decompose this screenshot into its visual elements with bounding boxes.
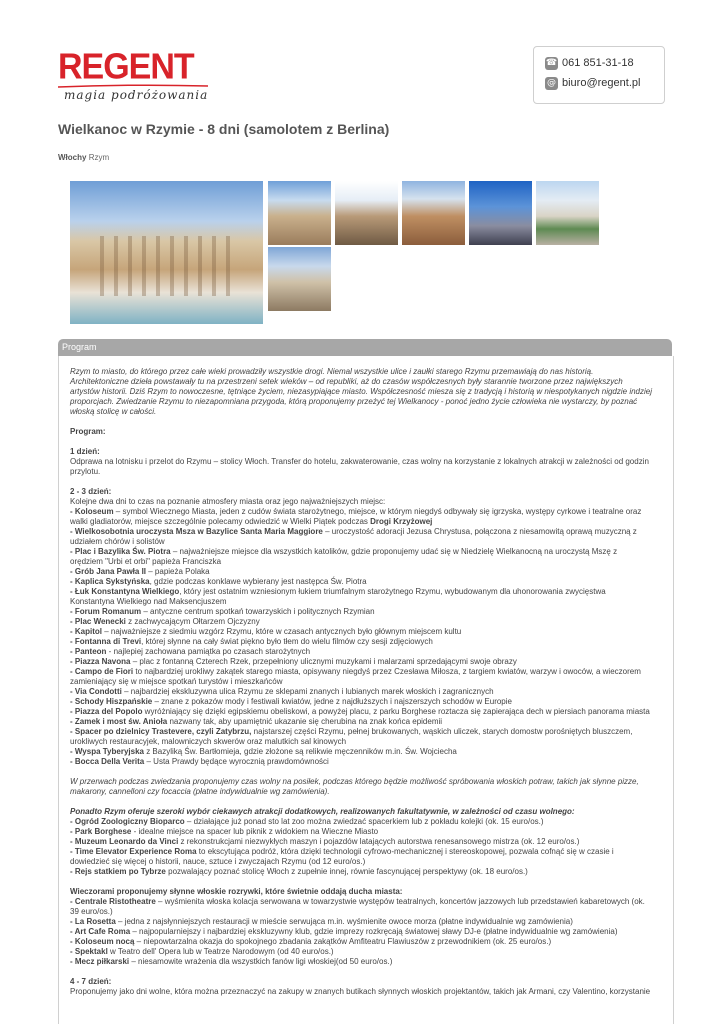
list-item-name: - La Rosetta <box>70 917 116 926</box>
day1-text: Odprawa na lotnisku i przelot do Rzymu – stolicy Włoch. Transfer do hotelu, zakwaterowanie, czas wolny na korzystanie z lokalnych atrakcji w zależności od godzin przylotu. <box>70 457 649 476</box>
list-item-name: - Piazza Navona <box>70 657 131 666</box>
list-item-name: - Grób Jana Pawła II <box>70 567 147 576</box>
list-item-text: najstarszej części Rzymu, pełnej brukowanych, wąskich uliczek, starych domostw porośniętych bluszczem, urokliwych restauracyjek, malowniczych skwerów oraz malutkich sal kinowych <box>70 727 633 746</box>
breadcrumb-country[interactable]: Włochy <box>58 153 87 162</box>
list-item <box>70 937 652 947</box>
program-heading: Program: <box>70 427 106 436</box>
breadcrumb <box>58 153 109 162</box>
list-item-text: wyróżniający się dzięki egipskiemu obeliskowi, a powyżej placu, z parku Borghese roztacza się zapierająca dech w piersiach panorama miasta <box>142 707 650 716</box>
gallery-thumb[interactable] <box>268 247 331 311</box>
list-item-name: - Panteon <box>70 647 107 656</box>
list-item <box>70 947 652 957</box>
gallery-thumb[interactable] <box>536 181 599 245</box>
gallery-thumb[interactable] <box>402 181 465 245</box>
list-item-text: – najważniejsze z siedmiu wzgórz Rzymu, które w czasach antycznych było głównym miejscem kultu <box>102 627 462 636</box>
phone-icon: ☎ <box>545 58 558 68</box>
list-item <box>70 697 652 707</box>
day47-title: 4 - 7 dzień: <box>70 977 112 986</box>
list-item <box>70 747 652 757</box>
list-item-name: - Spektakl <box>70 947 108 956</box>
list-item-name: - Plac Wenecki <box>70 617 126 626</box>
list-item-name: - Schody Hiszpańskie <box>70 697 153 706</box>
list-item-text: to ekscytująca podróż, która dzięki technologii cyfrowo-mechanicznej i stereoskopowej, pozwala cofnąć się w czasie i dowiedzieć się więcej o historii, nauce, sztuce i zwyczajach Rzymu (od 12 euro/os.) <box>70 847 614 866</box>
extra-attractions-list <box>70 817 652 877</box>
list-item <box>70 957 652 967</box>
list-item <box>70 707 652 717</box>
list-item <box>70 827 652 837</box>
list-item-text: , który jest ostatnim wzniesionym łukiem triumfalnym starożytnego Rzymu, wybudowanym dla uhonorowania zwycięstwa Konstantyna Wielkiego nad Maksencjuszem <box>70 587 606 606</box>
phone-number[interactable]: 061 851-31-18 <box>562 57 634 69</box>
list-item-name: - Wielkosobotnia uroczysta Msza w Bazylice Santa Maria Maggiore <box>70 527 323 536</box>
brand-name: REGENT <box>58 47 194 87</box>
evening-heading: Wieczorami proponujemy słynne włoskie rozrywki, które świetnie oddają ducha miasta: <box>70 887 403 896</box>
main-photo[interactable] <box>70 181 263 324</box>
list-item-name: - Wyspa Tyberyjska <box>70 747 144 756</box>
list-item <box>70 577 652 587</box>
list-item <box>70 617 652 627</box>
list-item-name: - Koloseum <box>70 507 114 516</box>
contact-box <box>533 46 665 104</box>
list-item-name: - Art Cafe Roma <box>70 927 131 936</box>
list-item-highlight: Drogi Krzyżowej <box>370 517 433 526</box>
list-item-name: - Piazza del Popolo <box>70 707 143 716</box>
list-item <box>70 837 652 847</box>
list-item <box>70 897 652 917</box>
list-item-text: – najbardziej ekskluzywna ulica Rzymu ze sklepami znanych i lubianych marek włoskich i zagranicznych <box>121 687 494 696</box>
breadcrumb-city[interactable]: Rzym <box>88 153 110 162</box>
extra-heading: Ponadto Rzym oferuje szeroki wybór ciekawych atrakcji dodatkowych, realizowanych fakultatywnie, w zależności od czasu wolnego: <box>70 807 575 816</box>
list-item-text: z Bazyliką Św. Bartłomieja, gdzie złożone są relikwie męczenników m.in. Św. Wojciecha <box>143 747 457 756</box>
contact-email <box>545 75 640 91</box>
list-item <box>70 817 652 827</box>
day23-title: 2 - 3 dzień: <box>70 487 112 496</box>
list-item <box>70 567 652 577</box>
list-item <box>70 687 652 697</box>
list-item-text: - najlepiej zachowana pamiątka po czasach starożytnych <box>106 647 311 656</box>
free-time-text: W przerwach podczas zwiedzania proponujemy czas wolny na posiłek, podczas którego będzie możliwość spróbowania włoskich potraw, takich jak słynne pizze, makarony, cannelloni czy focaccia (płatne indywidualnie wg zamówienia). <box>70 777 639 796</box>
gallery-thumb[interactable] <box>469 181 532 245</box>
list-item-name: - Forum Romanum <box>70 607 142 616</box>
list-item-name: - Muzeum Leonardo da Vinci <box>70 837 179 846</box>
list-item-text: – najpopularniejszy i najbardziej ekskluzywny klub, gdzie imprezy rozkręcają światowej sławy DJ-e (płatne indywidualnie wg zamówienia) <box>130 927 618 936</box>
list-item <box>70 657 652 667</box>
email-address[interactable]: biuro@regent.pl <box>562 77 641 89</box>
list-item-text: nazwany tak, aby upamiętnić ukazanie się cherubina na znak końca epidemii <box>167 717 443 726</box>
list-item-text: – działające już ponad sto lat zoo można zwiedzać spacerkiem lub z pokładu kolejki (ok. 15 euro/os.) <box>184 817 544 826</box>
list-item-text: z zachwycającym Ołtarzem Ojczyzny <box>125 617 260 626</box>
list-item <box>70 847 652 867</box>
list-item-name: - Ogród Zoologiczny Bioparco <box>70 817 185 826</box>
list-item <box>70 607 652 617</box>
list-item <box>70 727 652 747</box>
day23-lead: Kolejne dwa dni to czas na poznanie atmosfery miasta oraz jego najważniejszych miejsc: <box>70 497 386 506</box>
list-item-text: , gdzie podczas konklawe wybierany jest następca Św. Piotra <box>149 577 367 586</box>
list-item-name: - Kapitol <box>70 627 102 636</box>
brand-tagline: magia podróżowania <box>64 88 209 102</box>
list-item-text: pozwalający poznać stolicę Włoch z zupełnie innej, równie fascynującej perspektywy (ok. 18 euro/os.) <box>165 867 528 876</box>
list-item-name: - Time Elevator Experience Roma <box>70 847 197 856</box>
page-title: Wielkanoc w Rzymie - 8 dni (samolotem z Berlina) <box>58 121 390 137</box>
list-item-name: - Rejs statkiem po Tybrze <box>70 867 166 876</box>
day1-title: 1 dzień: <box>70 447 100 456</box>
list-item-name: - Park Borghese <box>70 827 132 836</box>
list-item <box>70 867 652 877</box>
list-item-name: - Zamek i most św. Anioła <box>70 717 168 726</box>
section-header-program <box>58 339 672 356</box>
list-item-name: - Koloseum nocą <box>70 937 135 946</box>
list-item <box>70 717 652 727</box>
list-item-name: - Centrale Ristotheatre <box>70 897 156 906</box>
list-item <box>70 667 652 687</box>
list-item-name: - Kaplica Sykstyńska <box>70 577 150 586</box>
list-item-text: – znane z pokazów mody i festiwali kwiatów, jedne z najdłuższych i najszerszych schodów w Europie <box>152 697 512 706</box>
list-item-text: – jedna z najsłynniejszych restauracji w mieście serwująca m.in. wyśmienite owoce morza (płatne indywidualnie wg zamówienia) <box>115 917 573 926</box>
gallery-thumb[interactable] <box>335 181 398 245</box>
list-item-name: - Mecz piłkarski <box>70 957 130 966</box>
list-item-text: – plac z fontanną Czterech Rzek, przepełniony ulicznymi muzykami i malarzami sprzedającymi swoje obrazy <box>130 657 517 666</box>
list-item-text: – antyczne centrum spotkań towarzyskich i politycznych Rzymian <box>141 607 375 616</box>
evening-list <box>70 897 652 967</box>
list-item <box>70 757 652 767</box>
list-item-text: – najważniejsze miejsce dla wszystkich katolików, gdzie proponujemy udać się w Niedzielę Wielkanocną na uroczystą Mszę z orędziem "Urbi et orbi" papieża Franciszka <box>70 547 618 566</box>
list-item-text: - idealne miejsce na spacer lub piknik z widokiem na Wieczne Miasto <box>131 827 379 836</box>
list-item-name: - Via Condotti <box>70 687 122 696</box>
intro-text: Rzym to miasto, do którego przez całe wieki prowadziły wszystkie drogi. Niemal wszystkie ulice i zaułki starego Rzymu przemawiają do nas historią. Architektoniczne dzieła powstawały tu na przestrzeni setek wieków – od republiki, aż do czasów współczesnych były starannie tworzone przez największych artystów historii. Dziś Rzym to nowoczesne, tętniące życiem, niezasypiające miasto. Współczesność miesza się z tradycją i historią w niespotykanych nigdzie indziej proporcjach. Zwiedzanie Rzymu to niezapomniana przygoda, którą proponujemy przeżyć tej Wielkanocy - ponoć jedno życie człowieka nie wystarczy, by poznać włoską stolicę w całości. <box>70 367 653 416</box>
attraction-list <box>70 507 652 767</box>
program-content <box>70 367 652 997</box>
at-icon: @ <box>547 78 556 88</box>
list-item-name: - Łuk Konstantyna Wielkiego <box>70 587 180 596</box>
section-label: Program <box>62 342 97 352</box>
list-item-text: – uroczystość adoracji Jezusa Chrystusa, połączona z niesamowitą oprawą muzyczną z udziałem chórów i solistów <box>70 527 637 546</box>
day47-text: Proponujemy jako dni wolne, która można przeznaczyć na zakupy w znanych butikach słynnych włoskich projektantów, takich jak Armani, czy Valentino, korzystanie <box>70 987 651 996</box>
list-item-text: z rekonstrukcjami niezwykłych maszyn i pojazdów latających autorstwa renesansowego mistrza (ok. 12 euro/os.) <box>178 837 580 846</box>
list-item-name: - Fontanna di Trevi <box>70 637 142 646</box>
list-item <box>70 527 652 547</box>
list-item-text: – wyśmienita włoska kolacja serwowana w towarzystwie występów teatralnych, koncertów jazzowych lub przedstawień kabaretowych (ok. 39 euro/os.) <box>70 897 645 916</box>
list-item <box>70 917 652 927</box>
list-item-name: - Spacer po dzielnicy Trastevere, czyli Zatybrzu, <box>70 727 252 736</box>
gallery-thumb[interactable] <box>268 181 331 245</box>
list-item <box>70 927 652 937</box>
list-item-name: - Bocca Della Verita <box>70 757 145 766</box>
list-item <box>70 637 652 647</box>
list-item-text: – niesamowite wrażenia dla wszystkich fanów ligi włoskiej(od 50 euro/os.) <box>129 957 393 966</box>
list-item <box>70 587 652 607</box>
list-item-text: – papieża Polaka <box>146 567 210 576</box>
list-item-name: - Plac i Bazylika Św. Piotra <box>70 547 171 556</box>
list-item-text: – symbol Wiecznego Miasta, jeden z cudów świata starożytnego, miejsce, w którym niegdyś odbywały się igrzyska, występy cyrkowe i teatralne oraz walki gladiatorów, miejsce szczególnie polecamy odwiedzić w Wielki Piątek podczas <box>70 507 642 526</box>
list-item <box>70 627 652 637</box>
list-item-text: – Usta Prawdy będące wyrocznią prawdomówności <box>144 757 329 766</box>
list-item <box>70 647 652 657</box>
list-item <box>70 507 652 527</box>
list-item-text: w Teatro dell' Opera lub w Teatrze Narodowym (od 40 euro/os.) <box>107 947 334 956</box>
list-item-name: - Campo de Fiori <box>70 667 134 676</box>
brand-logo <box>58 47 213 108</box>
contact-phone <box>545 55 634 71</box>
list-item <box>70 547 652 567</box>
list-item-text: to najbardziej urokliwy zakątek starego miasta, opisywany niegdyś przez Czesława Miłosza, z targiem kwiatów, warzyw i owoców, a wieczorem zamieniający się w miejsce spotkań turystów i mieszkańców <box>70 667 641 686</box>
list-item-text: , której słynne na cały świat piękno było tłem do wielu filmów czy sesji zdjęciowych <box>141 637 433 646</box>
list-item-text: – niepowtarzalna okazja do spokojnego zbadania zakątków Amfiteatru Flawiuszów z przewodnikiem (ok. 25 euro/os.) <box>134 937 552 946</box>
